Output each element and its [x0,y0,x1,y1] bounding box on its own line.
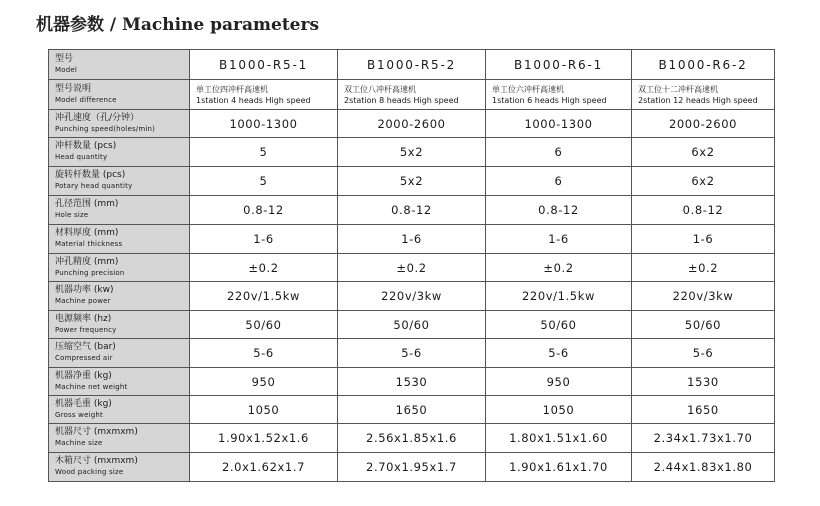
parameter-label-en: Hole size [55,211,89,219]
parameter-value: 1530 [632,368,775,396]
parameter-value: 5-6 [190,339,338,368]
parameter-label-en: Head quantity [55,153,108,161]
parameter-value: 1000-1300 [190,110,338,138]
parameter-value: 220v/3kw [632,282,775,311]
difference-en-3: 1station 6 heads High speed [492,95,607,105]
parameter-label-cell [49,167,190,196]
parameter-row [49,424,775,453]
parameter-label-en: Gross weight [55,410,103,419]
model-label-cell [49,50,190,80]
parameter-label-cell [49,225,190,254]
parameter-row [49,138,775,167]
parameter-value: 1650 [338,396,486,424]
parameter-value: 5-6 [486,339,632,368]
parameter-row [49,225,775,254]
parameter-label-cn: 压缩空气 (bar) [55,342,116,352]
parameter-value: 1-6 [190,225,338,254]
parameter-label-cn: 冲孔精度 (mm) [55,256,119,267]
parameter-label-cn: 木箱尺寸 (mxmxm) [55,456,138,466]
parameter-value: 6x2 [632,138,775,167]
parameter-label-en: Machine power [55,297,111,305]
parameter-label-cell [49,282,190,311]
parameter-label-cell [49,254,190,282]
parameter-value: 1-6 [486,225,632,254]
parameter-value: 220v/3kw [338,282,486,311]
parameter-row [49,167,775,196]
parameter-value: 6 [486,138,632,167]
parameter-label-en: Potary head quantity [55,182,133,190]
parameter-label-en: Punching precision [55,268,125,277]
parameter-row [49,368,775,396]
parameter-label-en: Material thickness [55,240,123,248]
parameter-value: 1000-1300 [486,110,632,138]
parameter-row [49,453,775,482]
parameter-value: 50/60 [486,311,632,339]
parameter-label-en: Wood packing size [55,468,124,476]
parameter-value: 1530 [338,368,486,396]
parameter-value: 1-6 [338,225,486,254]
parameter-label-cn: 孔径范围 (mm) [55,199,119,209]
parameter-value: 5-6 [338,339,486,368]
parameter-value: 220v/1.5kw [486,282,632,311]
parameter-value: 5 [190,167,338,196]
parameter-value: 0.8-12 [486,196,632,225]
parameter-label-cell [49,396,190,424]
parameter-row [49,110,775,138]
parameter-value: 2000-2600 [632,110,775,138]
parameter-value: 1.90x1.52x1.6 [190,424,338,453]
parameter-value: 220v/1.5kw [190,282,338,311]
parameter-value: ±0.2 [338,254,486,282]
page-title: 机器参数 / Machine parameters [36,15,320,35]
machine-parameters-table [48,49,775,482]
parameter-value: 6x2 [632,167,775,196]
parameter-value: 0.8-12 [338,196,486,225]
parameter-value: 1-6 [632,225,775,254]
parameter-label-cn: 材料厚度 (mm) [55,228,119,238]
parameter-value: 1.80x1.51x1.60 [486,424,632,453]
parameter-value: 1050 [190,396,338,424]
parameter-label-cell [49,110,190,138]
parameter-row [49,254,775,282]
model-label-en: Model [55,65,78,74]
parameter-label-en: Machine net weight [55,382,128,391]
parameter-value: 5x2 [338,138,486,167]
parameter-value: 0.8-12 [632,196,775,225]
difference-cell-2 [338,80,486,110]
parameter-value: 1650 [632,396,775,424]
parameter-value: 0.8-12 [190,196,338,225]
parameter-row [49,282,775,311]
parameter-value: 950 [486,368,632,396]
parameter-label-cell [49,138,190,167]
difference-label-en: Model difference [55,95,117,104]
parameter-value: ±0.2 [486,254,632,282]
parameter-value: 6 [486,167,632,196]
parameter-row [49,311,775,339]
parameter-value: 950 [190,368,338,396]
parameter-row [49,196,775,225]
parameter-value: 5-6 [632,339,775,368]
parameter-value: 1050 [486,396,632,424]
parameter-label-cn: 机器毛重 (kg) [55,398,112,409]
difference-cn-4: 双工位十二冲杆高速机 [638,84,718,94]
parameter-label-cell [49,424,190,453]
parameter-label-en: Machine size [55,439,103,447]
parameter-label-cn: 冲杆数量 (pcs) [55,141,117,151]
parameter-value: ±0.2 [190,254,338,282]
parameter-label-cn: 旋转杆数量 (pcs) [55,170,126,180]
parameter-value: 5x2 [338,167,486,196]
difference-cn-3: 单工位六冲杆高速机 [492,84,564,94]
model-name-4: B1000-R6-2 [632,50,775,80]
parameter-label-cn: 机器净重 (kg) [55,370,112,381]
parameter-label-cell [49,311,190,339]
model-name-3: B1000-R6-1 [486,50,632,80]
parameter-value: 50/60 [632,311,775,339]
parameter-label-cn: 机器尺寸 (mxmxm) [55,427,138,437]
parameter-label-cell [49,339,190,368]
difference-en-2: 2station 8 heads High speed [344,95,459,105]
model-name-2: B1000-R5-2 [338,50,486,80]
parameter-label-cell [49,196,190,225]
parameter-value: 2.0x1.62x1.7 [190,453,338,482]
parameter-label-cell [49,453,190,482]
parameter-value: 2.56x1.85x1.6 [338,424,486,453]
parameter-label-cn: 冲孔速度（孔/分钟） [55,112,140,123]
difference-cn-2: 双工位八冲杆高速机 [344,84,416,94]
difference-cell-1 [190,80,338,110]
difference-cn-1: 单工位四冲杆高速机 [196,84,268,94]
parameter-label-en: Power frequency [55,325,117,334]
difference-en-4: 2station 12 heads High speed [638,95,758,105]
parameter-row [49,396,775,424]
parameter-label-cn: 电源频率 (hz) [55,313,112,324]
parameter-value: 2.70x1.95x1.7 [338,453,486,482]
parameter-label-cn: 机器功率 (kw) [55,285,114,295]
parameter-value: 2.44x1.83x1.80 [632,453,775,482]
model-row [49,50,775,80]
parameter-value: ±0.2 [632,254,775,282]
difference-label-cell [49,80,190,110]
model-name-1: B1000-R5-1 [190,50,338,80]
parameter-label-en: Compressed air [55,354,113,362]
parameter-value: 50/60 [190,311,338,339]
parameter-label-en: Punching speed(holes/min) [55,124,156,133]
parameter-value: 2.34x1.73x1.70 [632,424,775,453]
parameter-value: 1.90x1.61x1.70 [486,453,632,482]
parameter-row [49,339,775,368]
model-label-cn: 型号 [55,53,74,64]
parameter-value: 2000-2600 [338,110,486,138]
difference-en-1: 1station 4 heads High speed [196,95,311,105]
parameter-label-cell [49,368,190,396]
difference-cell-4 [632,80,775,110]
parameter-value: 5 [190,138,338,167]
difference-label-cn: 型号说明 [55,83,92,94]
parameter-value: 50/60 [338,311,486,339]
difference-cell-3 [486,80,632,110]
model-difference-row [49,80,775,110]
